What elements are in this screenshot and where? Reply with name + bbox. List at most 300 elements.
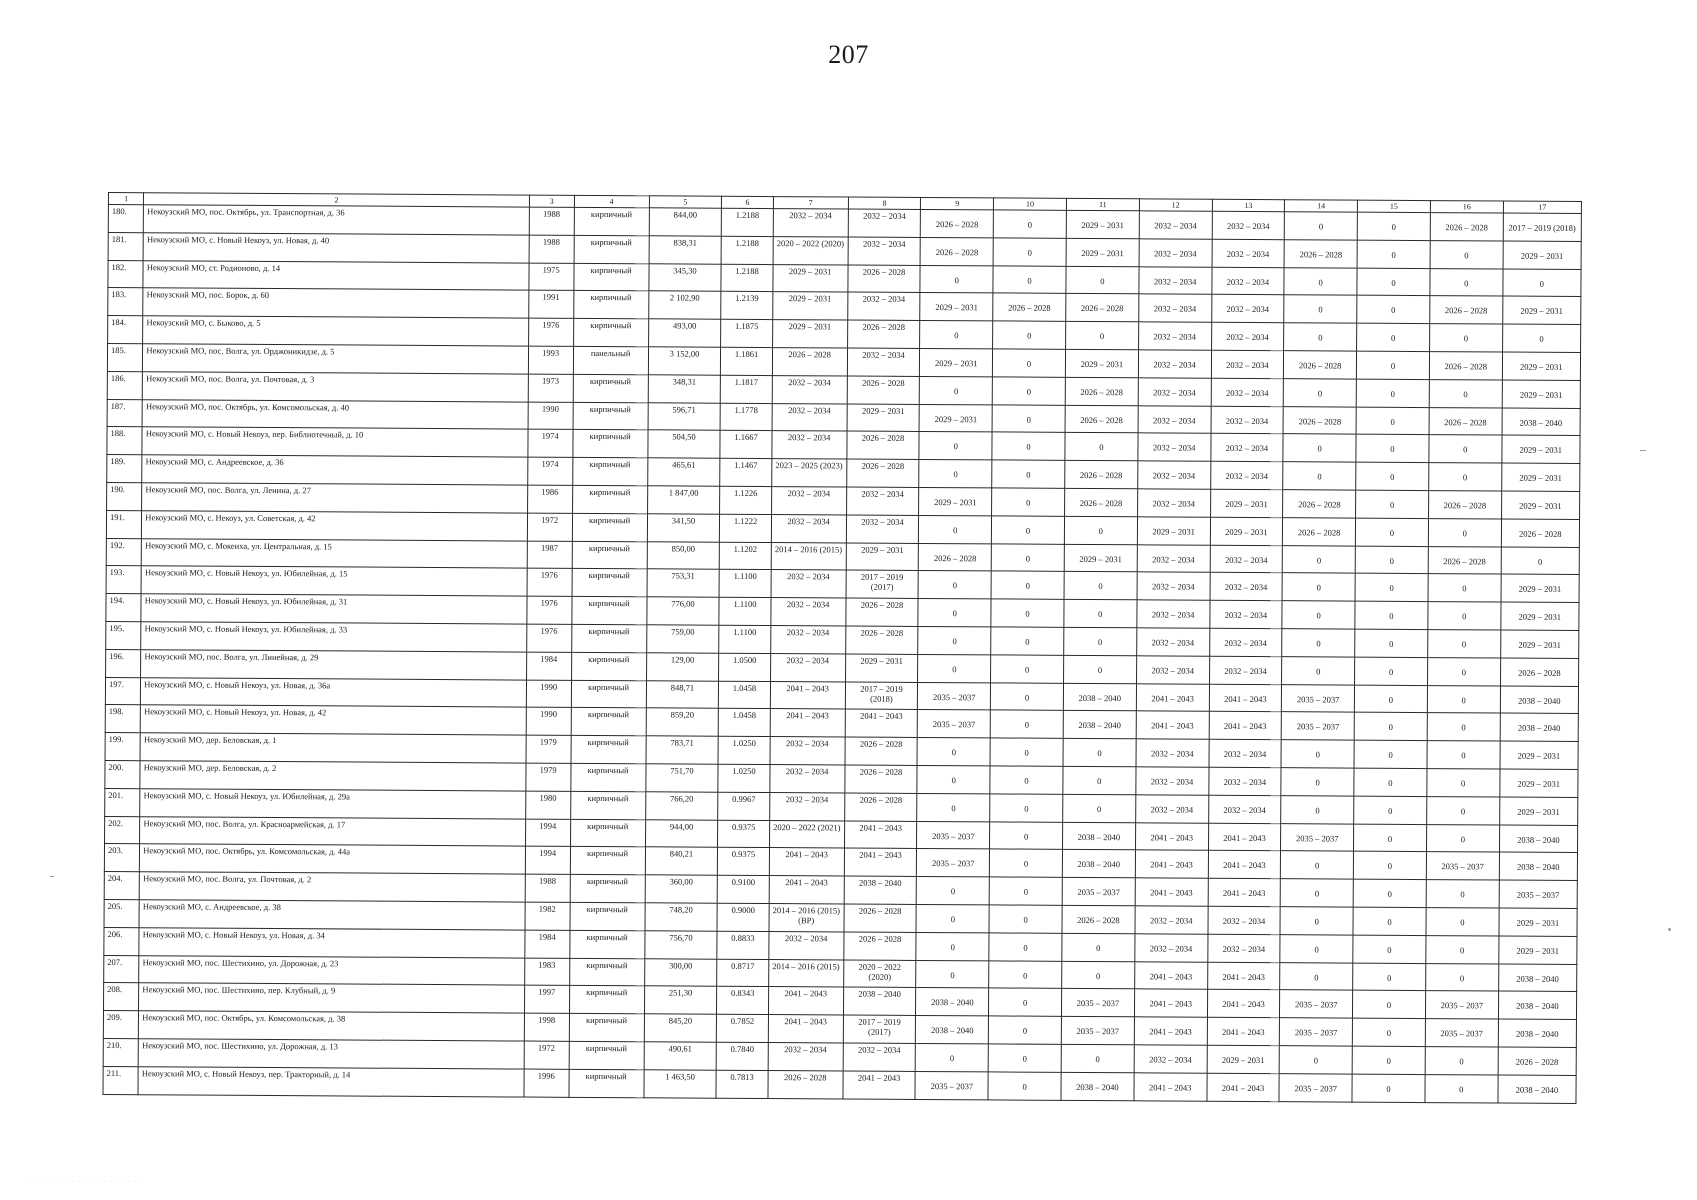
cell-period-col-10: 0: [990, 710, 1063, 738]
cell-period-col-8: 2026 – 2028: [844, 765, 917, 793]
cell-address: Некоузский МО, пос. Октябрь, ул. Транспортная, д. 36: [144, 205, 530, 235]
cell-address: Некоузский МО, с. Новый Некоуз, ул. Юбилейная, д. 31: [141, 594, 527, 624]
cell-build-year: 1988: [529, 235, 574, 263]
cell-coefficient: 0.9375: [718, 820, 770, 848]
cell-address: Некоузский МО, с. Мокеиха, ул. Центральная, д. 15: [142, 538, 528, 568]
cell-build-year: 1982: [525, 902, 570, 930]
cell-coefficient: 1.0458: [719, 681, 771, 709]
cell-period-col-17: 2029 – 2031: [1502, 352, 1580, 380]
cell-period-col-17: 2038 – 2040: [1498, 964, 1576, 992]
cell-period-col-14: 2026 – 2028: [1284, 351, 1357, 379]
cell-period-col-10: 0: [990, 821, 1063, 849]
repair-schedule-table: [102, 192, 1581, 1103]
cell-period-col-15: 0: [1352, 1018, 1425, 1046]
cell-period-col-17: 2038 – 2040: [1502, 408, 1580, 436]
cell-row-number: 192.: [106, 538, 141, 566]
cell-period-col-16: 2026 – 2028: [1430, 296, 1503, 324]
cell-row-number: 196.: [106, 649, 141, 677]
cell-period-col-8: 2017 – 2019 (2017): [846, 570, 919, 598]
cell-period-col-7: 2041 – 2043: [770, 709, 845, 737]
cell-period-col-15: 0: [1355, 601, 1428, 629]
cell-period-col-14: 0: [1282, 573, 1355, 601]
cell-period-col-9: 2026 – 2028: [921, 209, 994, 237]
cell-period-col-7: 2026 – 2028: [772, 348, 847, 376]
cell-area: 776,00: [646, 597, 719, 625]
cell-period-col-8: 2026 – 2028: [845, 626, 918, 654]
cell-period-col-9: 2038 – 2040: [916, 988, 989, 1016]
cell-wall-material: кирпичный: [570, 819, 645, 847]
cell-period-col-12: 2032 – 2034: [1136, 739, 1209, 767]
cell-period-col-13: 2029 – 2031: [1210, 517, 1283, 545]
cell-area: 504,50: [647, 430, 720, 458]
column-number-3: 3: [529, 195, 574, 207]
cell-build-year: 1974: [527, 457, 572, 485]
cell-coefficient: 1.1202: [720, 542, 772, 570]
cell-period-col-15: 0: [1357, 240, 1430, 268]
cell-period-col-16: 0: [1427, 769, 1500, 797]
cell-period-col-14: 0: [1281, 795, 1354, 823]
cell-period-col-16: 2026 – 2028: [1429, 352, 1502, 380]
cell-period-col-7: 2032 – 2034: [768, 1042, 843, 1070]
cell-period-col-15: 0: [1353, 963, 1426, 991]
cell-period-col-17: 2029 – 2031: [1502, 296, 1580, 324]
cell-period-col-8: 2041 – 2043: [844, 821, 917, 849]
cell-address: Некоузский МО, дер. Беловская, д. 2: [140, 761, 526, 791]
cell-period-col-10: 0: [990, 849, 1063, 877]
cell-period-col-11: 0: [1064, 627, 1137, 655]
cell-period-col-12: 2041 – 2043: [1136, 683, 1209, 711]
cell-period-col-16: 2026 – 2028: [1429, 407, 1502, 435]
cell-address: Некоузский МО, пос. Шестихино, пер. Клубный, д. 9: [139, 983, 525, 1013]
cell-wall-material: кирпичный: [569, 1013, 644, 1041]
cell-period-col-15: 0: [1355, 546, 1428, 574]
cell-period-col-14: 0: [1285, 212, 1358, 240]
cell-row-number: 186.: [107, 371, 142, 399]
cell-coefficient: 1.0250: [718, 736, 770, 764]
cell-period-col-16: 0: [1427, 713, 1500, 741]
cell-period-col-12: 2032 – 2034: [1134, 1045, 1207, 1073]
cell-period-col-10: 0: [991, 543, 1064, 571]
column-number-2: 2: [144, 193, 529, 207]
cell-period-col-15: 0: [1356, 407, 1429, 435]
cell-wall-material: кирпичный: [571, 708, 646, 736]
cell-coefficient: 1.2188: [722, 208, 774, 236]
cell-period-col-15: 0: [1355, 573, 1428, 601]
cell-period-col-9: 2026 – 2028: [919, 543, 992, 571]
cell-period-col-12: 2041 – 2043: [1134, 989, 1207, 1017]
column-number-10: 10: [994, 198, 1067, 210]
cell-period-col-14: 0: [1284, 267, 1357, 295]
cell-wall-material: кирпичный: [570, 874, 645, 902]
cell-row-number: 197.: [105, 677, 140, 705]
cell-period-col-15: 0: [1352, 1046, 1425, 1074]
cell-row-number: 190.: [107, 482, 142, 510]
cell-period-col-13: 2032 – 2034: [1209, 739, 1282, 767]
cell-period-col-10: 0: [992, 516, 1065, 544]
cell-period-col-17: 2029 – 2031: [1501, 574, 1579, 602]
cell-period-col-15: 0: [1353, 907, 1426, 935]
cell-period-col-11: 0: [1063, 794, 1136, 822]
cell-period-col-14: 0: [1279, 1046, 1352, 1074]
cell-coefficient: 0.9967: [718, 792, 770, 820]
cell-wall-material: кирпичный: [569, 986, 644, 1014]
cell-coefficient: 1.1222: [720, 514, 772, 542]
cell-period-col-7: 2014 – 2016 (2015): [771, 542, 846, 570]
cell-period-col-14: 0: [1282, 601, 1355, 629]
cell-coefficient: 0.9000: [717, 903, 769, 931]
column-number-9: 9: [921, 197, 994, 209]
cell-period-col-9: 0: [919, 460, 992, 488]
cell-period-col-15: 0: [1352, 1074, 1425, 1102]
cell-period-col-9: 0: [916, 960, 989, 988]
cell-address: Некоузский МО, с. Новый Некоуз, ул. Новая, д. 36а: [141, 677, 527, 707]
column-number-4: 4: [574, 195, 649, 207]
cell-period-col-13: 2032 – 2034: [1210, 545, 1283, 573]
cell-period-col-8: 2041 – 2043: [845, 709, 918, 737]
cell-period-col-12: 2032 – 2034: [1135, 934, 1208, 962]
cell-row-number: 206.: [104, 927, 139, 955]
cell-period-col-14: 0: [1283, 545, 1356, 573]
cell-period-col-16: 0: [1430, 240, 1503, 268]
cell-period-col-17: 2038 – 2040: [1498, 1019, 1576, 1047]
cell-period-col-16: 2035 – 2037: [1426, 852, 1499, 880]
cell-period-col-11: 2026 – 2028: [1065, 488, 1138, 516]
cell-coefficient: 1.1817: [721, 375, 773, 403]
column-number-8: 8: [848, 197, 921, 209]
cell-wall-material: кирпичный: [569, 1069, 644, 1097]
cell-period-col-8: 2038 – 2040: [843, 987, 916, 1015]
cell-address: Некоузский МО, с. Новый Некоуз, пер. Библиотечный, д. 10: [142, 427, 528, 457]
cell-period-col-12: 2041 – 2043: [1135, 822, 1208, 850]
cell-wall-material: кирпичный: [569, 1041, 644, 1069]
cell-coefficient: 0.9100: [718, 875, 770, 903]
cell-period-col-16: 0: [1426, 935, 1499, 963]
cell-area: 845,20: [644, 1014, 717, 1042]
cell-period-col-10: 0: [992, 432, 1065, 460]
cell-period-col-13: 2032 – 2034: [1212, 211, 1285, 239]
cell-period-col-15: 0: [1356, 351, 1429, 379]
cell-period-col-11: 0: [1062, 961, 1135, 989]
cell-build-year: 1973: [528, 374, 573, 402]
cell-address: Некоузский МО, с. Новый Некоуз, ул. Юбилейная, д. 33: [141, 622, 527, 652]
cell-period-col-17: 2029 – 2031: [1500, 769, 1578, 797]
cell-period-col-8: 2041 – 2043: [844, 848, 917, 876]
cell-area: 465,61: [647, 458, 720, 486]
cell-wall-material: кирпичный: [569, 930, 644, 958]
cell-build-year: 1996: [524, 1069, 569, 1097]
cell-coefficient: 0.8833: [717, 931, 769, 959]
cell-period-col-10: 0: [988, 1044, 1061, 1072]
cell-area: 753,31: [647, 569, 720, 597]
cell-period-col-17: 2029 – 2031: [1498, 936, 1576, 964]
cell-build-year: 1972: [524, 1041, 569, 1069]
cell-area: 1 847,00: [647, 486, 720, 514]
cell-period-col-14: 2035 – 2037: [1281, 823, 1354, 851]
cell-row-number: 181.: [108, 232, 143, 260]
cell-period-col-16: 0: [1430, 268, 1503, 296]
cell-period-col-10: 0: [991, 655, 1064, 683]
cell-period-col-17: 2026 – 2028: [1498, 1047, 1576, 1075]
cell-wall-material: кирпичный: [571, 735, 646, 763]
cell-build-year: 1993: [528, 346, 573, 374]
cell-period-col-11: 2029 – 2031: [1064, 544, 1137, 572]
cell-area: 360,00: [645, 875, 718, 903]
cell-wall-material: кирпичный: [569, 958, 644, 986]
cell-period-col-15: 0: [1353, 935, 1426, 963]
cell-area: 844,00: [649, 208, 722, 236]
cell-period-col-15: 0: [1357, 212, 1430, 240]
cell-period-col-17: 2029 – 2031: [1502, 435, 1580, 463]
table-body: [103, 205, 1581, 1103]
cell-address: Некоузский МО, с. Андреевское, д. 38: [139, 900, 525, 930]
cell-coefficient: 1.1667: [720, 431, 772, 459]
cell-period-col-10: 0: [993, 238, 1066, 266]
cell-period-col-11: 0: [1063, 766, 1136, 794]
cell-period-col-11: 2038 – 2040: [1062, 822, 1135, 850]
cell-period-col-12: 2032 – 2034: [1137, 600, 1210, 628]
cell-build-year: 1994: [525, 846, 570, 874]
cell-wall-material: кирпичный: [572, 485, 647, 513]
cell-period-col-15: 0: [1354, 685, 1427, 713]
cell-period-col-16: 0: [1426, 963, 1499, 991]
cell-period-col-16: 0: [1428, 518, 1501, 546]
cell-period-col-17: 2029 – 2031: [1503, 241, 1581, 269]
cell-wall-material: кирпичный: [574, 207, 649, 235]
cell-period-col-9: 0: [918, 571, 991, 599]
cell-period-col-16: 0: [1427, 685, 1500, 713]
cell-period-col-7: 2032 – 2034: [772, 431, 847, 459]
cell-period-col-9: 0: [916, 904, 989, 932]
cell-period-col-7: 2041 – 2043: [768, 1015, 843, 1043]
cell-period-col-11: 2026 – 2028: [1065, 461, 1138, 489]
cell-build-year: 1976: [527, 596, 572, 624]
cell-period-col-12: 2032 – 2034: [1137, 572, 1210, 600]
cell-address: Некоузский МО, пос. Волга, ул. Почтовая, д. 3: [143, 371, 529, 401]
cell-period-col-14: 0: [1281, 851, 1354, 879]
cell-period-col-17: 2029 – 2031: [1501, 491, 1579, 519]
cell-period-col-15: 0: [1356, 490, 1429, 518]
cell-period-col-16: 2035 – 2037: [1425, 991, 1498, 1019]
cell-area: 490,61: [644, 1042, 717, 1070]
cell-period-col-10: 0: [993, 321, 1066, 349]
cell-period-col-12: 2032 – 2034: [1136, 628, 1209, 656]
cell-period-col-8: 2026 – 2028: [844, 904, 917, 932]
cell-address: Некоузский МО, пос. Шестихино, ул. Дорожная, д. 23: [139, 955, 525, 985]
cell-period-col-16: 0: [1426, 880, 1499, 908]
cell-period-col-7: 2032 – 2034: [771, 487, 846, 515]
cell-period-col-12: 2041 – 2043: [1135, 878, 1208, 906]
cell-build-year: 1975: [529, 263, 574, 291]
cell-period-col-13: 2032 – 2034: [1209, 628, 1282, 656]
cell-period-col-8: 2032 – 2034: [848, 237, 921, 265]
cell-period-col-17: 2029 – 2031: [1500, 741, 1578, 769]
cell-period-col-16: 0: [1429, 463, 1502, 491]
cell-period-col-12: 2032 – 2034: [1138, 405, 1211, 433]
cell-period-col-7: 2032 – 2034: [769, 931, 844, 959]
cell-period-col-17: 2038 – 2040: [1500, 713, 1578, 741]
cell-period-col-11: 0: [1066, 322, 1139, 350]
cell-period-col-10: 0: [992, 488, 1065, 516]
cell-period-col-11: 0: [1064, 516, 1137, 544]
cell-period-col-7: 2032 – 2034: [771, 514, 846, 542]
cell-period-col-13: 2032 – 2034: [1211, 378, 1284, 406]
cell-period-col-8: 2038 – 2040: [844, 876, 917, 904]
cell-period-col-13: 2032 – 2034: [1209, 656, 1282, 684]
cell-wall-material: кирпичный: [572, 513, 647, 541]
cell-period-col-13: 2041 – 2043: [1207, 1073, 1280, 1101]
cell-coefficient: 1.0500: [719, 653, 771, 681]
cell-period-col-16: 0: [1428, 574, 1501, 602]
cell-area: 341,50: [647, 514, 720, 542]
cell-period-col-13: 2041 – 2043: [1207, 990, 1280, 1018]
cell-period-col-16: 0: [1425, 1046, 1498, 1074]
cell-coefficient: 0.7852: [717, 1014, 769, 1042]
cell-period-col-7: 2041 – 2043: [768, 987, 843, 1015]
cell-area: 748,20: [645, 903, 718, 931]
cell-period-col-17: 2029 – 2031: [1499, 908, 1577, 936]
column-number-11: 11: [1066, 198, 1139, 210]
cell-period-col-8: 2026 – 2028: [843, 932, 916, 960]
cell-period-col-8: 2032 – 2034: [848, 209, 921, 237]
cell-period-col-14: 0: [1282, 629, 1355, 657]
cell-period-col-14: 2026 – 2028: [1283, 490, 1356, 518]
scan-speck: [50, 876, 54, 877]
cell-period-col-13: 2041 – 2043: [1209, 712, 1282, 740]
cell-period-col-11: 0: [1061, 1044, 1134, 1072]
cell-wall-material: кирпичный: [571, 680, 646, 708]
cell-period-col-14: 0: [1282, 656, 1355, 684]
cell-period-col-11: 2038 – 2040: [1061, 1072, 1134, 1100]
cell-build-year: 1976: [528, 318, 573, 346]
cell-area: 596,71: [648, 402, 721, 430]
cell-coefficient: 1.1100: [719, 597, 771, 625]
cell-period-col-7: 2032 – 2034: [772, 403, 847, 431]
cell-wall-material: кирпичный: [570, 791, 645, 819]
cell-period-col-16: 2026 – 2028: [1428, 491, 1501, 519]
cell-period-col-7: 2014 – 2016 (2015): [768, 959, 843, 987]
cell-address: Некоузский МО, пос. Волга, ул. Линейная, д. 29: [141, 649, 527, 679]
cell-period-col-8: 2029 – 2031: [846, 543, 919, 571]
cell-area: 751,70: [645, 764, 718, 792]
cell-period-col-15: 0: [1355, 518, 1428, 546]
cell-build-year: 1980: [525, 791, 570, 819]
cell-period-col-13: 2041 – 2043: [1208, 878, 1281, 906]
cell-period-col-12: 2032 – 2034: [1137, 544, 1210, 572]
scan-speck: [1640, 450, 1646, 451]
cell-build-year: 1972: [527, 513, 572, 541]
cell-period-col-10: 0: [989, 933, 1062, 961]
cell-period-col-11: 0: [1065, 433, 1138, 461]
cell-area: 838,31: [649, 236, 722, 264]
cell-address: Некоузский МО, с. Новый Некоуз, ул. Юбилейная, д. 29а: [140, 788, 526, 818]
cell-row-number: 180.: [108, 205, 143, 233]
cell-wall-material: кирпичный: [572, 569, 647, 597]
cell-row-number: 185.: [107, 343, 142, 371]
cell-period-col-9: 0: [917, 793, 990, 821]
cell-wall-material: кирпичный: [572, 458, 647, 486]
cell-row-number: 210.: [103, 1038, 138, 1066]
cell-period-col-14: 0: [1280, 962, 1353, 990]
cell-period-col-14: 2026 – 2028: [1284, 239, 1357, 267]
cell-period-col-12: 2032 – 2034: [1138, 350, 1211, 378]
cell-row-number: 204.: [104, 872, 139, 900]
cell-period-col-14: 2026 – 2028: [1283, 517, 1356, 545]
cell-period-col-13: 2032 – 2034: [1210, 461, 1283, 489]
cell-area: 783,71: [646, 736, 719, 764]
cell-period-col-13: 2041 – 2043: [1207, 962, 1280, 990]
cell-period-col-9: 0: [917, 877, 990, 905]
cell-row-number: 209.: [103, 1011, 138, 1039]
cell-period-col-14: 2035 – 2037: [1282, 712, 1355, 740]
cell-coefficient: 1.0458: [719, 709, 771, 737]
cell-period-col-14: 0: [1280, 907, 1353, 935]
cell-period-col-8: 2032 – 2034: [846, 487, 919, 515]
cell-build-year: 1976: [527, 568, 572, 596]
cell-period-col-10: 0: [991, 571, 1064, 599]
cell-build-year: 1984: [525, 930, 570, 958]
cell-period-col-10: 0: [988, 1072, 1061, 1100]
cell-wall-material: кирпичный: [574, 263, 649, 291]
cell-period-col-10: 0: [989, 960, 1062, 988]
cell-period-col-12: 2032 – 2034: [1139, 211, 1212, 239]
cell-address: Некоузский МО, пос. Борок, д. 60: [143, 288, 529, 318]
cell-period-col-10: 0: [991, 599, 1064, 627]
cell-address: Некоузский МО, пос. Волга, ул. Орджоникидзе, д. 5: [143, 344, 529, 374]
cell-coefficient: 0.9375: [718, 848, 770, 876]
cell-period-col-13: 2032 – 2034: [1212, 239, 1285, 267]
cell-period-col-7: 2032 – 2034: [771, 570, 846, 598]
cell-period-col-10: 0: [991, 627, 1064, 655]
cell-period-col-12: 2032 – 2034: [1138, 378, 1211, 406]
cell-period-col-8: 2032 – 2034: [843, 1043, 916, 1071]
cell-row-number: 184.: [108, 316, 143, 344]
cell-period-col-15: 0: [1357, 296, 1430, 324]
cell-period-col-8: 2032 – 2034: [846, 515, 919, 543]
cell-period-col-16: 0: [1427, 796, 1500, 824]
cell-period-col-13: 2032 – 2034: [1211, 406, 1284, 434]
cell-row-number: 200.: [105, 760, 140, 788]
cell-period-col-10: 0: [993, 266, 1066, 294]
cell-build-year: 1976: [526, 624, 571, 652]
cell-period-col-7: 2032 – 2034: [771, 598, 846, 626]
cell-row-number: 211.: [103, 1066, 138, 1094]
cell-row-number: 188.: [107, 427, 142, 455]
cell-wall-material: кирпичный: [573, 291, 648, 319]
cell-period-col-9: 0: [919, 515, 992, 543]
cell-period-col-15: 0: [1356, 379, 1429, 407]
cell-build-year: 1988: [525, 874, 570, 902]
cell-period-col-11: 2038 – 2040: [1063, 683, 1136, 711]
cell-build-year: 1990: [526, 680, 571, 708]
cell-address: Некоузский МО, с. Быково, д. 5: [143, 316, 529, 346]
cell-build-year: 1983: [524, 958, 569, 986]
cell-period-col-7: 2029 – 2031: [772, 320, 847, 348]
cell-area: 300,00: [644, 958, 717, 986]
cell-address: Некоузский МО, с. Новый Некоуз, ул. Новая, д. 42: [141, 705, 527, 735]
cell-row-number: 201.: [105, 788, 140, 816]
cell-period-col-9: 2035 – 2037: [918, 682, 991, 710]
cell-coefficient: 1.1100: [719, 570, 771, 598]
cell-period-col-12: 2032 – 2034: [1135, 795, 1208, 823]
cell-coefficient: 0.7840: [716, 1042, 768, 1070]
cell-period-col-12: 2041 – 2043: [1134, 961, 1207, 989]
cell-row-number: 187.: [107, 399, 142, 427]
cell-period-col-10: 0: [993, 349, 1066, 377]
cell-period-col-13: 2032 – 2034: [1211, 295, 1284, 323]
cell-period-col-10: 0: [992, 377, 1065, 405]
cell-period-col-15: 0: [1357, 323, 1430, 351]
cell-period-col-9: 2029 – 2031: [920, 348, 993, 376]
